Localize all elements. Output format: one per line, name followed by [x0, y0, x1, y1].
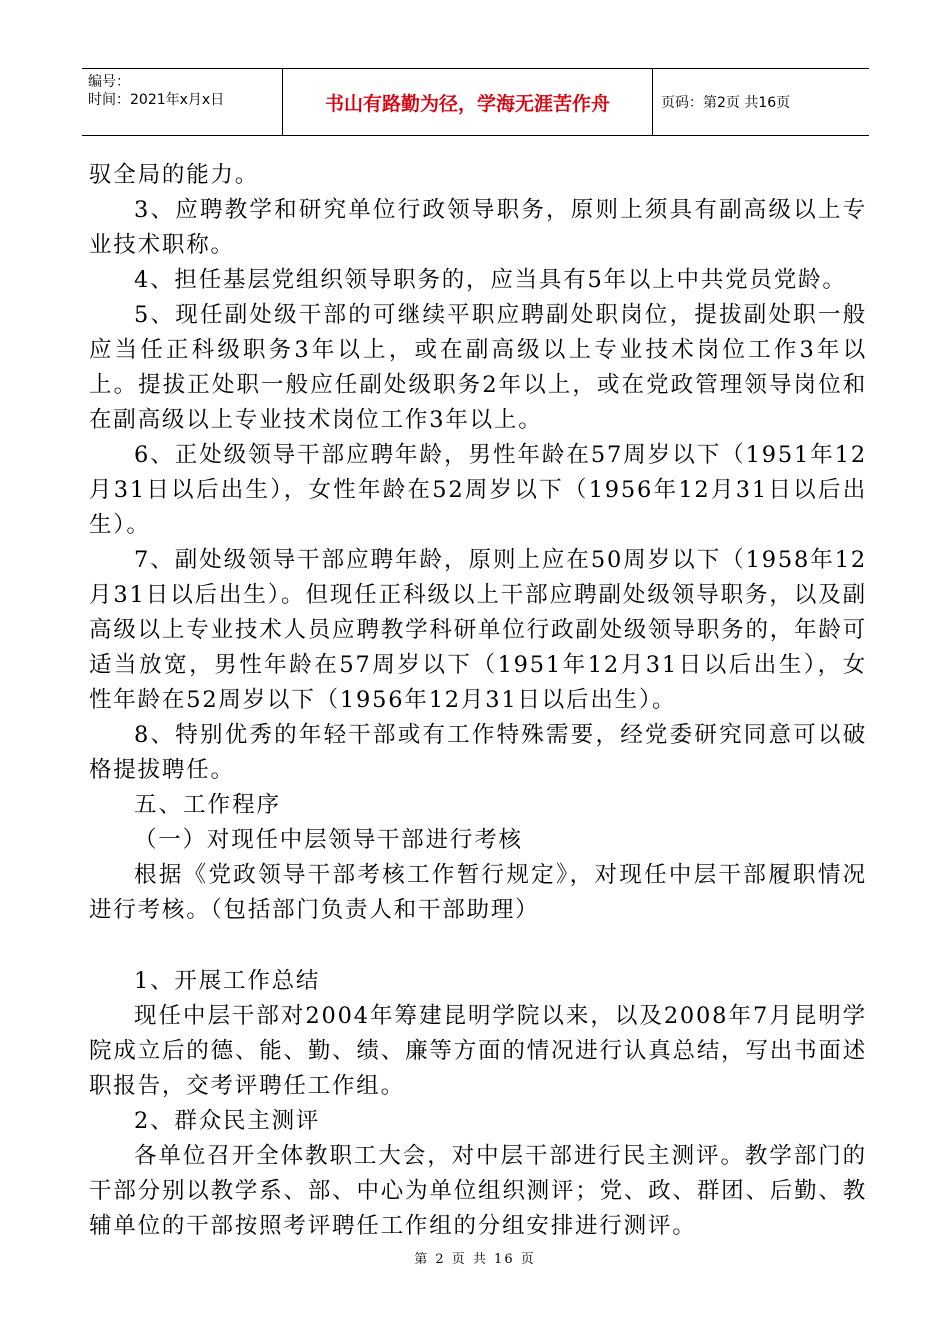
paragraph: 3、应聘教学和研究单位行政领导职务，原则上须具有副高级以上专业技术职称。 — [89, 197, 867, 258]
page-header — [82, 68, 869, 136]
paragraph: 驭全局的能力。 — [89, 162, 260, 188]
subsection-heading: （一）对现任中层领导干部进行考核 — [134, 827, 523, 853]
paragraph: 各单位召开全体教职工大会，对中层干部进行民主测评。教学部门的干部分别以教学系、部、中心为单位组织测评；党、政、群团、后勤、教辅单位的干部按照考评聘任工作组的分组安排进行测评。 — [89, 1143, 867, 1239]
section-heading: 五、工作程序 — [134, 792, 282, 818]
header-meta — [82, 69, 283, 135]
paragraph: 根据《党政领导干部考核工作暂行规定》，对现任中层干部履职情况进行考核。（包括部门负责人和干部助理） — [89, 862, 867, 923]
paragraph: 6、正处级领导干部应聘年龄，男性年龄在57周岁以下（1951年12月31日以后出生），女性年龄在52周岁以下（1956年12月31日以后出生）。 — [89, 442, 867, 538]
header-motto: 书山有路勤为径，学海无涯苦作舟 — [283, 69, 653, 135]
paragraph: 7、副处级领导干部应聘年龄，原则上应在50周岁以下（1958年12月31日以后出生）。但现任正科级以上干部应聘副处级领导职务，以及副高级以上专业技术人员应聘教学科研单位行政副处级领导职务的，年龄可适当放宽，男性年龄在57周岁以下（1951年12月31日以后出生），女性年龄在52周岁以下（1956年12月31日以后出生）。 — [89, 547, 867, 713]
paragraph: 现任中层干部对2004年筹建昆明学院以来，以及2008年7月昆明学院成立后的德、能、勤、绩、廉等方面的情况进行认真总结，写出书面述职报告，交考评聘任工作组。 — [89, 1003, 867, 1099]
page-footer: 第 2 页 共 16 页 — [414, 1252, 536, 1267]
blank-line — [89, 928, 867, 964]
doc-time-label: 时间：2021年x月x日 — [88, 92, 225, 108]
item-heading: 1、开展工作总结 — [134, 968, 321, 994]
doc-number-label: 编号： — [88, 74, 130, 90]
paragraph: 4、担任基层党组织领导职务的，应当具有5年以上中共党员党龄。 — [134, 267, 847, 293]
document-body — [89, 158, 867, 1244]
paragraph: 5、现任副处级干部的可继续平职应聘副处职岗位，提拔副处职一般应当任正科级职务3年以上，或在副高级以上专业技术岗位工作3年以上。提拔正处职一般应任副处级职务2年以上，或在党政管理领导岗位和在副高级以上专业技术岗位工作3年以上。 — [89, 302, 867, 433]
header-page-info: 页码：第2页 共16页 — [661, 95, 791, 111]
paragraph: 8、特别优秀的年轻干部或有工作特殊需要，经党委研究同意可以破格提拔聘任。 — [89, 722, 867, 783]
item-heading: 2、群众民主测评 — [134, 1108, 321, 1134]
